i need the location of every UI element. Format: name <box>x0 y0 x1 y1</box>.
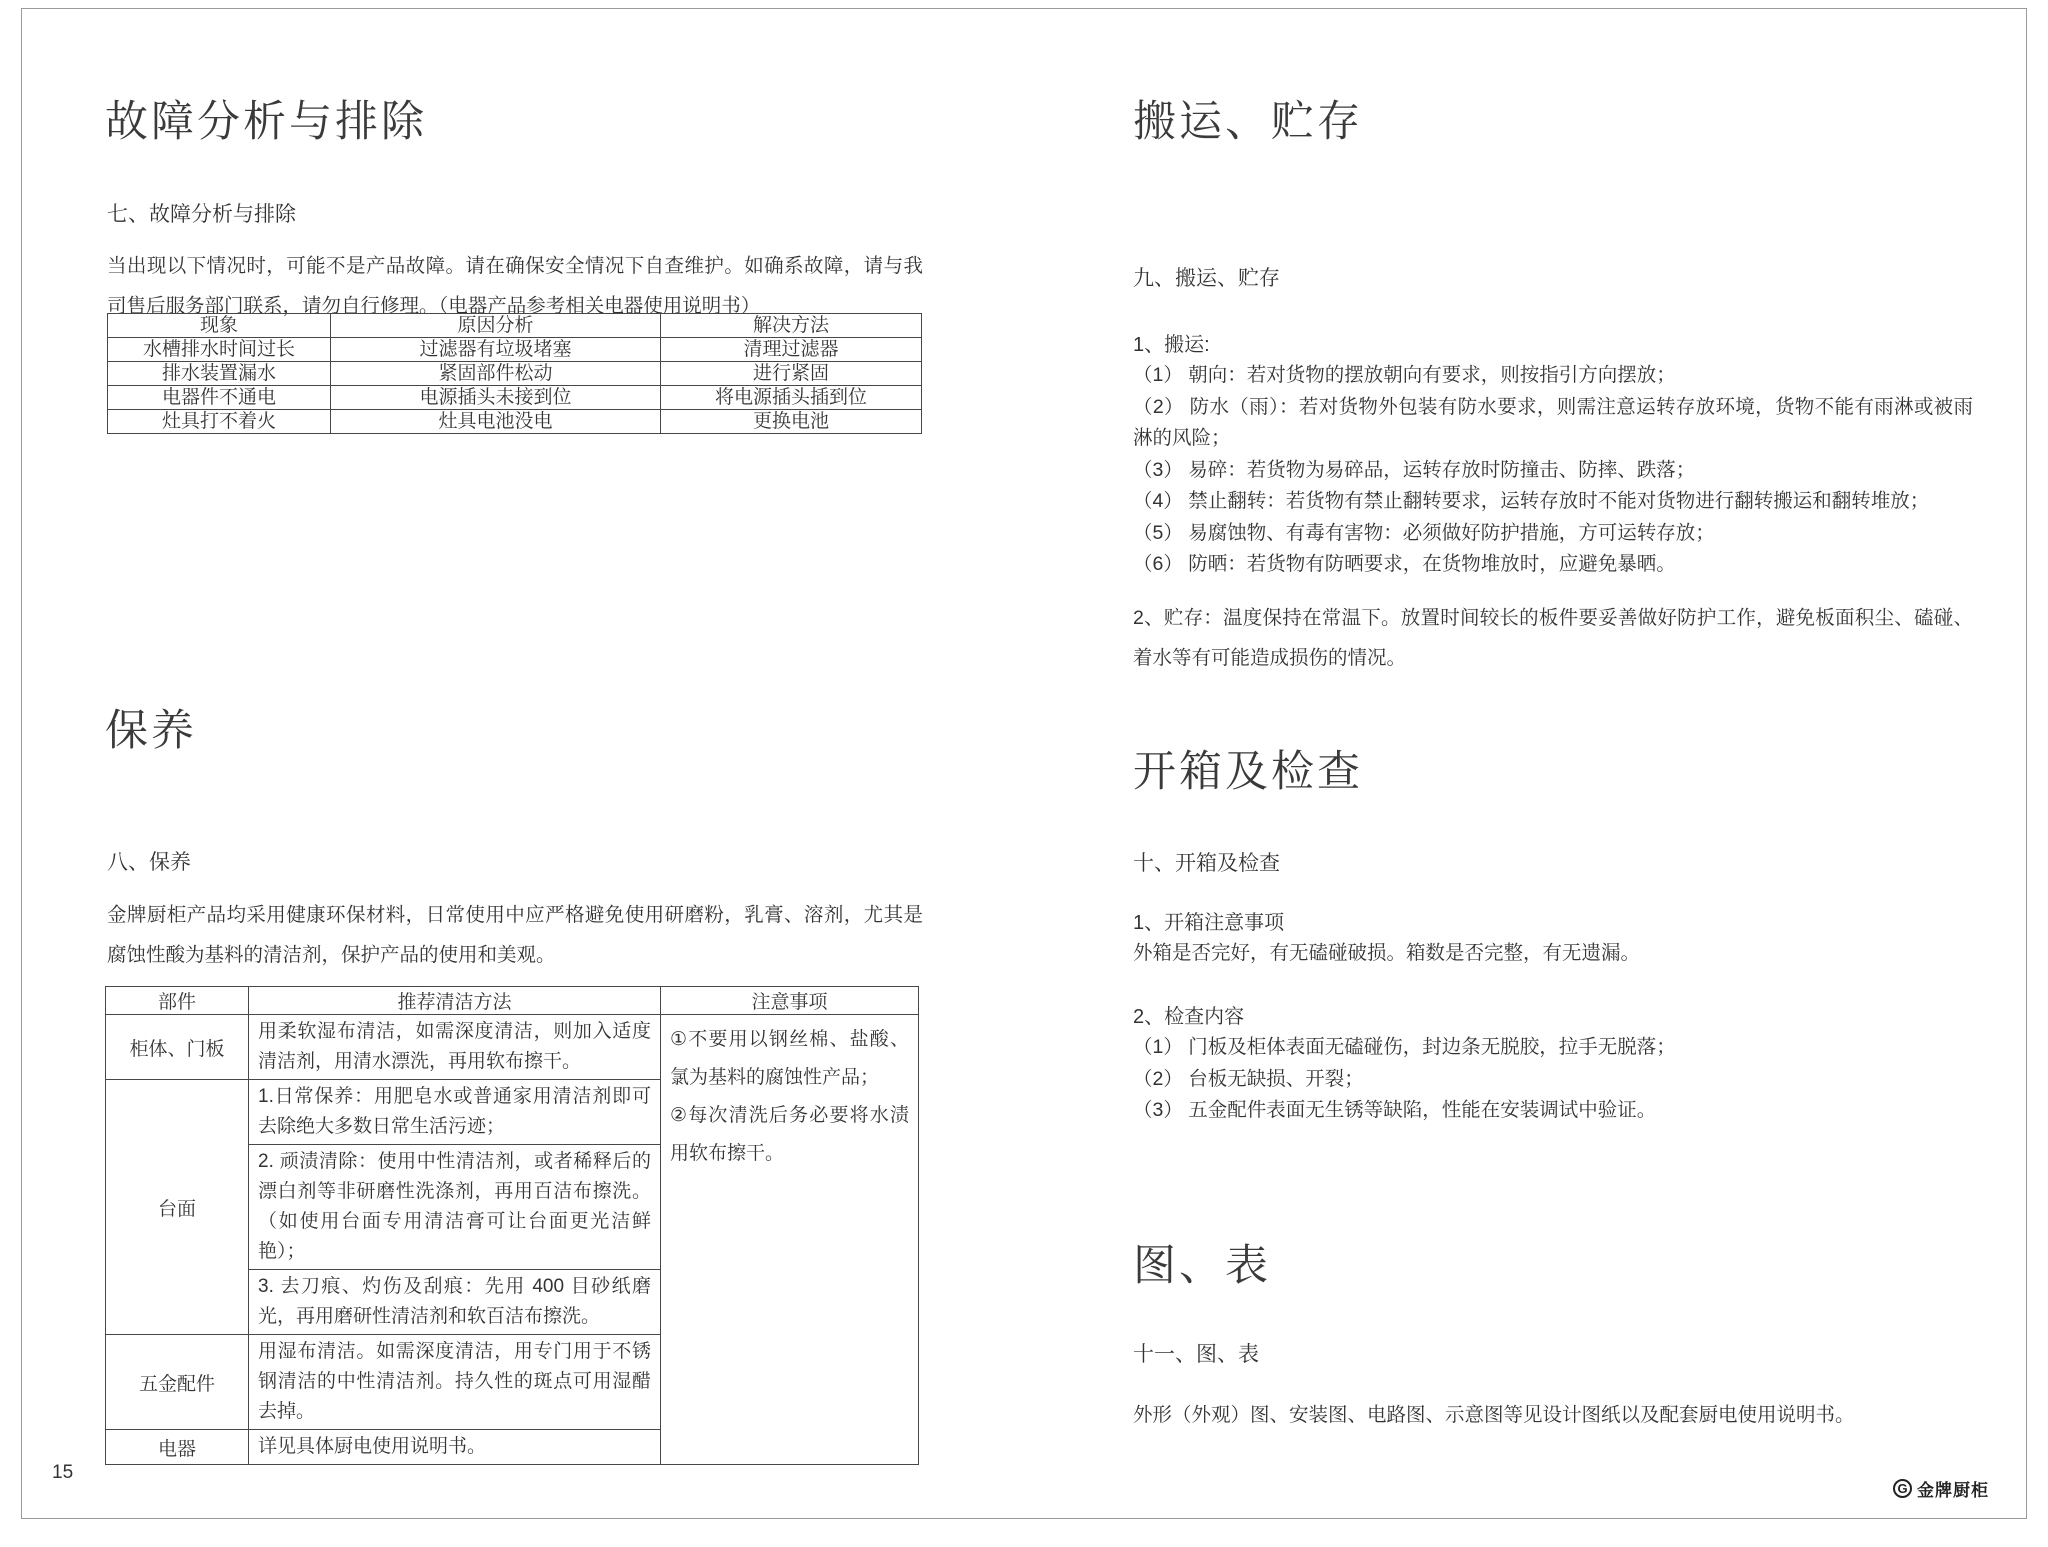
col-header-solution: 解决方法 <box>661 314 922 338</box>
figures-title: 图、表 <box>1133 1242 1271 1290</box>
cell-method-hardware: 用湿布清洁。如需深度清洁，用专门用于不锈钢清洁的中性清洁剂。持久性的斑点可用湿醋去掉。 <box>249 1335 661 1430</box>
list-item: （4） 禁止翻转：若货物有禁止翻转要求，运转存放时不能对货物进行翻转搬运和翻转堆放； <box>1133 490 1930 512</box>
troubleshooting-table <box>107 313 922 434</box>
figures-text: 外形（外观）图、安装图、电路图、示意图等见设计图纸以及配套厨电使用说明书。 <box>1133 1404 1855 1426</box>
transport-title: 搬运、贮存 <box>1133 98 1363 146</box>
cell-method-cabinet: 用柔软湿布清洁，如需深度清洁，则加入适度清洁剂，用清水漂洗，再用软布擦干。 <box>249 1015 661 1080</box>
col-header-cause: 原因分析 <box>331 314 661 338</box>
brand-logo <box>1893 1476 1989 1501</box>
note-item-2: ②每次清洗后务必要将水渍用软布擦干。 <box>670 1105 909 1164</box>
col-header-method: 推荐清洁方法 <box>249 987 661 1015</box>
list-item: （6） 防晒：若货物有防晒要求，在货物堆放时，应避免暴晒。 <box>1133 553 1676 575</box>
unboxing-check-list <box>1133 1032 1973 1127</box>
unboxing-check-label: 2、检查内容 <box>1133 1006 1245 1028</box>
cell-part-cabinet: 柜体、门板 <box>106 1015 249 1080</box>
cell-solution: 进行紧固 <box>661 362 922 386</box>
cell-method-countertop-1: 1.日常保养：用肥皂水或普通家用清洁剂即可去除绝大多数日常生活污迹； <box>249 1080 661 1145</box>
transport-move-list <box>1133 360 1973 581</box>
cell-solution: 更换电池 <box>661 410 922 434</box>
table-row <box>108 338 922 362</box>
transport-heading: 九、搬运、贮存 <box>1133 267 1280 290</box>
cell-part-hardware: 五金配件 <box>106 1335 249 1430</box>
list-item: （5） 易腐蚀物、有毒有害物：必须做好防护措施，方可运转存放； <box>1133 521 1715 544</box>
table-row <box>108 386 922 410</box>
table-row-cabinet <box>106 1015 919 1080</box>
cell-cause: 灶具电池没电 <box>331 410 661 434</box>
cell-method-countertop-3: 3. 去刀痕、灼伤及刮痕：先用 400 目砂纸磨光，再用磨研性清洁剂和软百洁布擦洗。 <box>249 1270 661 1335</box>
col-header-symptom: 现象 <box>108 314 331 338</box>
unboxing-notice-text: 外箱是否完好，有无磕碰破损。箱数是否完整，有无遗漏。 <box>1133 942 1641 964</box>
cell-cause: 紧固部件松动 <box>331 362 661 386</box>
cell-method-countertop-2: 2. 顽渍清除：使用中性清洁剂，或者稀释后的漂白剂等非研磨性洗涤剂，再用百洁布擦洗。（如使用台面专用清洁膏可让台面更光洁鲜艳）； <box>249 1145 661 1270</box>
list-item: （3） 五金配件表面无生锈等缺陷，性能在安装调试中验证。 <box>1133 1099 1657 1121</box>
list-item: （3） 易碎：若货物为易碎品，运转存放时防撞击、防摔、跌落； <box>1133 458 1696 481</box>
transport-storage-text: 2、贮存：温度保持在常温下。放置时间较长的板件要妥善做好防护工作，避免板面积尘、磕碰、着水等有可能造成损伤的情况。 <box>1133 607 1973 669</box>
list-item: （1） 朝向：若对货物的摆放朝向有要求，则按指引方向摆放； <box>1133 364 1676 386</box>
brand-g-icon: G <box>1893 1479 1912 1498</box>
table-header-row <box>108 314 922 338</box>
cell-solution: 清理过滤器 <box>661 338 922 362</box>
cell-symptom: 排水装置漏水 <box>108 362 331 386</box>
care-intro: 金牌厨柜产品均采用健康环保材料，日常使用中应严格避免使用研磨粉，乳膏、溶剂，尤其是腐蚀性酸为基料的清洁剂，保护产品的使用和美观。 <box>107 904 923 966</box>
brand-name: 金牌厨柜 <box>1917 1481 1989 1500</box>
transport-move-label: 1、搬运: <box>1133 334 1210 356</box>
unboxing-notice-label: 1、开箱注意事项 <box>1133 912 1285 934</box>
care-title: 保养 <box>105 707 197 755</box>
cell-notes <box>661 1015 919 1465</box>
col-header-notes: 注意事项 <box>661 987 919 1015</box>
list-item: （1） 门板及柜体表面无磕碰伤，封边条无脱胶，拉手无脱落； <box>1133 1036 1676 1058</box>
note-item-1: ①不要用以钢丝棉、盐酸、氯为基料的腐蚀性产品； <box>670 1029 909 1088</box>
table-row <box>108 410 922 434</box>
cell-cause: 过滤器有垃圾堵塞 <box>331 338 661 362</box>
list-item: （2） 台板无缺损、开裂； <box>1133 1067 1364 1090</box>
list-item: （2） 防水（雨）：若对货物外包装有防水要求，则需注意运转存放环境，货物不能有雨淋或被雨淋的风险； <box>1133 395 1973 449</box>
table-header-row <box>106 987 919 1015</box>
care-heading: 八、保养 <box>107 851 191 874</box>
troubleshooting-intro: 当出现以下情况时，可能不是产品故障。请在确保安全情况下自查维护。如确系故障，请与我司售后服务部门联系，请勿自行修理。（电器产品参考相关电器使用说明书） <box>107 255 923 317</box>
troubleshooting-heading: 七、故障分析与排除 <box>107 203 296 226</box>
table-row <box>108 362 922 386</box>
cell-symptom: 灶具打不着火 <box>108 410 331 434</box>
figures-heading: 十一、图、表 <box>1133 1343 1259 1366</box>
cell-cause: 电源插头未接到位 <box>331 386 661 410</box>
care-table <box>105 986 919 1465</box>
cell-method-appliance: 详见具体厨电使用说明书。 <box>249 1430 661 1465</box>
unboxing-heading: 十、开箱及检查 <box>1133 852 1280 875</box>
cell-part-appliance: 电器 <box>106 1430 249 1465</box>
unboxing-title: 开箱及检查 <box>1133 748 1363 796</box>
troubleshooting-title: 故障分析与排除 <box>105 98 427 146</box>
col-header-part: 部件 <box>106 987 249 1015</box>
cell-solution: 将电源插头插到位 <box>661 386 922 410</box>
page-number: 15 <box>52 1462 74 1483</box>
cell-symptom: 电器件不通电 <box>108 386 331 410</box>
cell-symptom: 水槽排水时间过长 <box>108 338 331 362</box>
cell-part-countertop: 台面 <box>106 1080 249 1335</box>
